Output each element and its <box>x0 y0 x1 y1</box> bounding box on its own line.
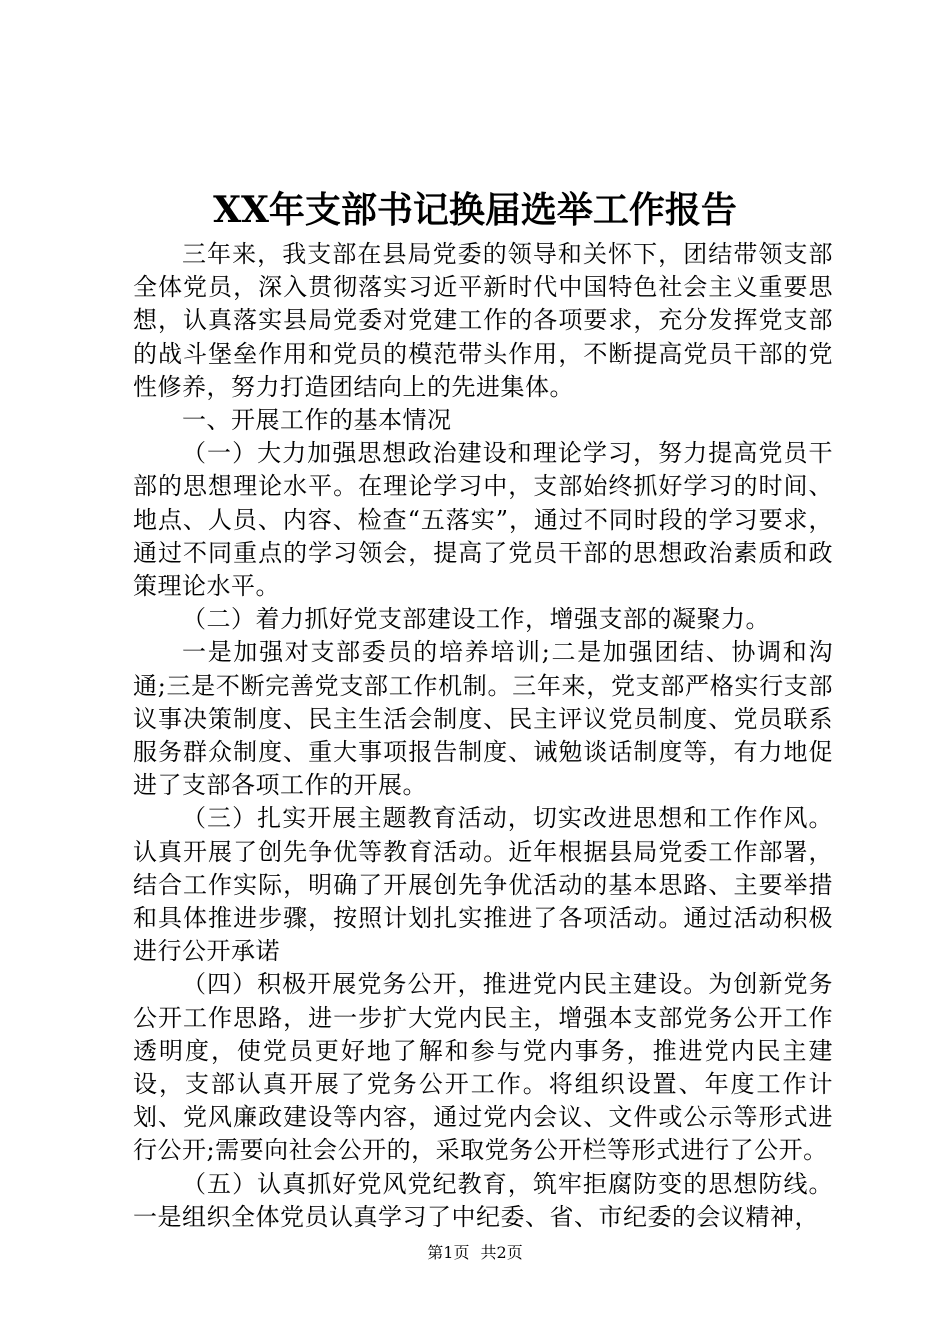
paragraph-item-4: （四）积极开展党务公开，推进党内民主建设。为创新党务公开工作思路，进一步扩大党内民主，增强本支部党务公开工作透明度，使党员更好地了解和参与党内事务，推进党内民主建设，支部认真开展了党务公开工作。将组织设置、年度工作计划、党风廉政建设等内容，通过党内会议、文件或公示等形式进行公开;需要向社会公开的，采取党务公开栏等形式进行了公开。 <box>133 970 833 1165</box>
paragraph-item-3: （三）扎实开展主题教育活动，切实改进思想和工作作风。认真开展了创先争优等教育活动。近年根据县局党委工作部署，结合工作实际，明确了开展创先争优活动的基本思路、主要举措和具体推进步骤，按照计划扎实推进了各项活动。通过活动积极进行公开承诺 <box>133 804 833 966</box>
document-title: XX年支部书记换届选举工作报告 <box>213 189 737 231</box>
page-footer <box>0 1243 950 1263</box>
paragraph-item-5: （五）认真抓好党风党纪教育，筑牢拒腐防变的思想防线。一是组织全体党员认真学习了中纪委、省、市纪委的会议精神， <box>133 1169 833 1231</box>
paragraph-item-1: （一）大力加强思想政治建设和理论学习，努力提高党员干部的思想理论水平。在理论学习中，支部始终抓好学习的时间、地点、人员、内容、检查“五落实”，通过不同时段的学习要求，通过不同重点的学习领会，提高了党员干部的思想政治素质和政策理论水平。 <box>133 439 833 601</box>
paragraph-intro: 三年来，我支部在县局党委的领导和关怀下，团结带领支部全体党员，深入贯彻落实习近平新时代中国特色社会主义重要思想，认真落实县局党委对党建工作的各项要求，充分发挥党支部的战斗堡垒作用和党员的模范带头作用，不断提高党员干部的党性修养，努力打造团结向上的先进集体。 <box>133 240 833 401</box>
page-number-current: 第1页 <box>427 1243 470 1262</box>
paragraph-item-2-detail: 一是加强对支部委员的培养培训;二是加强团结、协调和沟通;三是不断完善党支部工作机制。三年来，党支部严格实行支部议事决策制度、民主生活会制度、民主评议党员制度、党员联系服务群众制度、重大事项报告制度、诫勉谈话制度等，有力地促进了支部各项工作的开展。 <box>133 638 833 800</box>
paragraph-item-2: （二）着力抓好党支部建设工作，增强支部的凝聚力。 <box>182 605 770 634</box>
document-body <box>133 238 833 1234</box>
page-number-total: 共2页 <box>480 1243 523 1262</box>
section-heading-1: 一、开展工作的基本情况 <box>182 406 452 435</box>
